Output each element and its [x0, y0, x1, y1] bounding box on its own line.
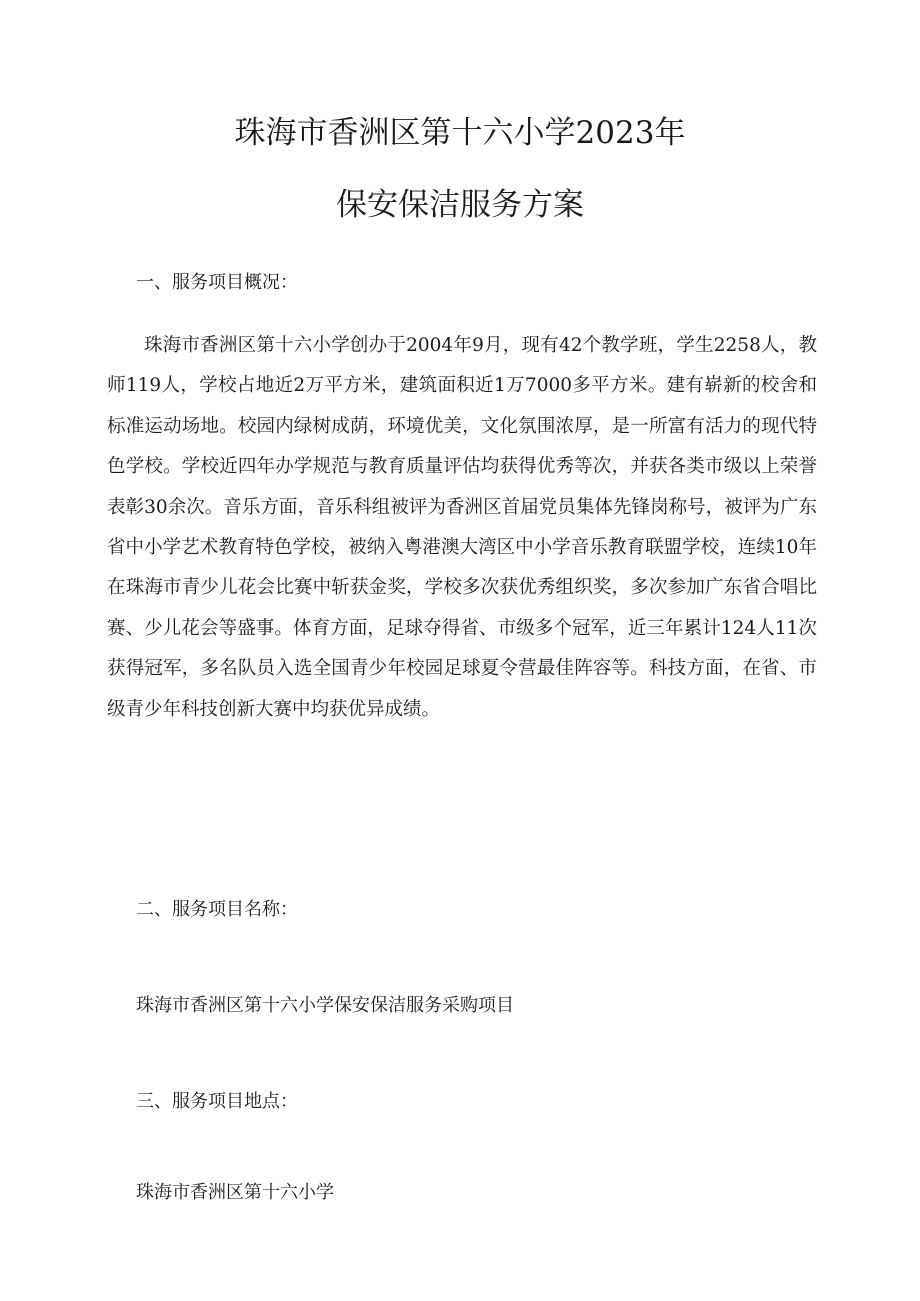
- section1-body: 珠海市香洲区第十六小学创办于2004年9月，现有42个教学班，学生2258人，教师119人，学校占地近2万平方米，建筑面积近1万7000多平方米。建有崭新的校舍和标准运动场地。校园内绿树成荫，环境优美，文化氛围浓厚，是一所富有活力的现代特色学校。学校近四年办学规范与教育质量评估均获得优秀等次，并获各类市级以上荣誉表彰30余次。音乐方面，音乐科组被评为香洲区首届党员集体先锋岗称号，被评为广东省中小学艺术教育特色学校，被纳入粤港澳大湾区中小学音乐教育联盟学校，连续10年在珠海市青少儿花会比赛中斩获金奖，学校多次获优秀组织奖，多次参加广东省合唱比赛、少儿花会等盛事。体育方面，足球夺得省、市级多个冠军，近三年累计124人11次获得冠军，多名队员入选全国青少年校园足球夏令营最佳阵容等。科技方面，在省、市级青少年科技创新大赛中均获优异成绩。: [107, 335, 817, 720]
- document-title-line2: 保安保洁服务方案: [336, 187, 584, 223]
- section3-content: 珠海市香洲区第十六小学: [136, 1182, 334, 1203]
- section2-content: 珠海市香洲区第十六小学保安保洁服务采购项目: [136, 995, 514, 1016]
- section1-heading: 一、服务项目概况：: [136, 272, 298, 293]
- document-title-line1: 珠海市香洲区第十六小学2023年: [234, 115, 686, 151]
- section2-heading: 二、服务项目名称：: [136, 899, 298, 920]
- section3-heading: 三、服务项目地点：: [136, 1091, 298, 1112]
